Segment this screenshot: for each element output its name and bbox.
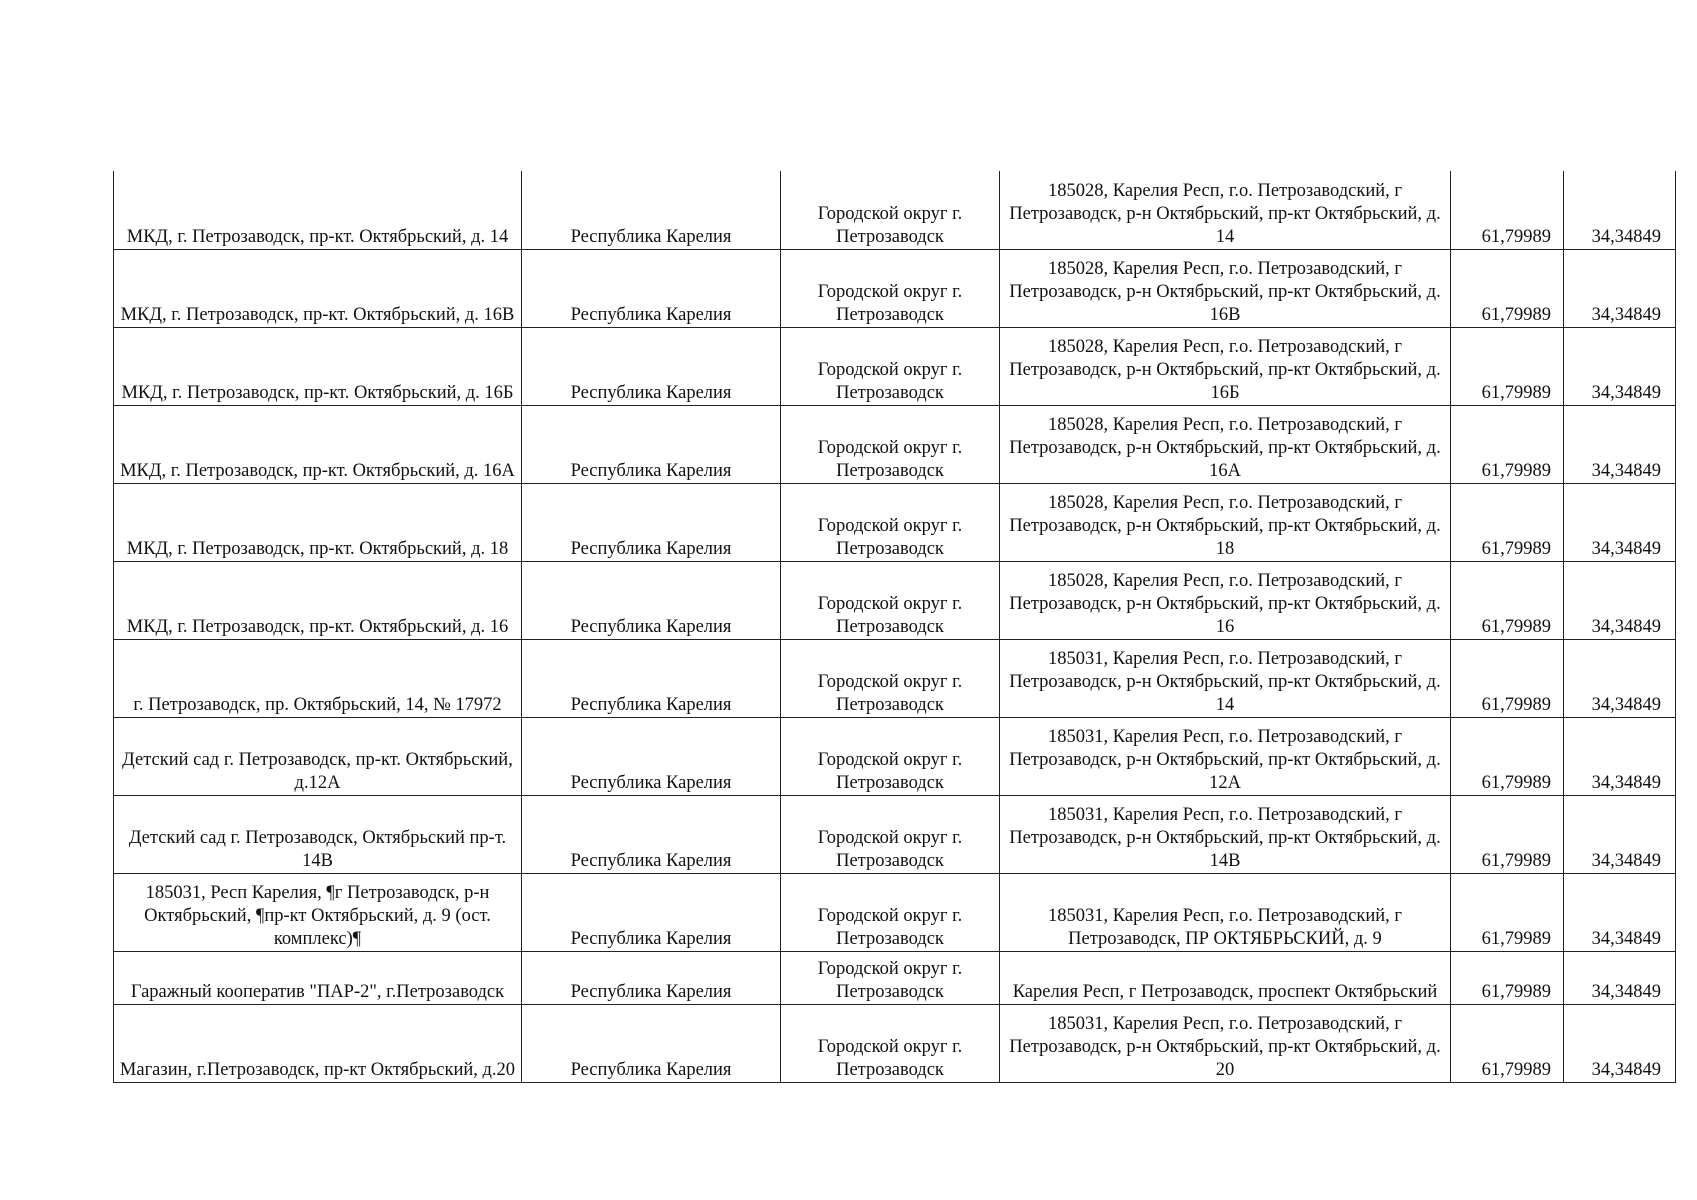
- address-cell: 185028, Карелия Респ, г.о. Петрозаводский, г Петрозаводск, р-н Октябрьский, пр-кт Октябрьский, д. 16В: [1000, 249, 1451, 327]
- longitude-cell: 34,34849: [1564, 249, 1676, 327]
- object-name-cell: МКД, г. Петрозаводск, пр-кт. Октябрьский, д. 14: [114, 171, 522, 249]
- municipality-cell: Городской округ г. Петрозаводск: [781, 717, 1000, 795]
- address-cell: 185028, Карелия Респ, г.о. Петрозаводский, г Петрозаводск, р-н Октябрьский, пр-кт Октябрьский, д. 16Б: [1000, 327, 1451, 405]
- longitude-cell: 34,34849: [1564, 795, 1676, 873]
- region-cell: Республика Карелия: [522, 1004, 781, 1082]
- table-row: [114, 873, 1676, 951]
- table-body: [114, 171, 1676, 1082]
- longitude-cell: 34,34849: [1564, 483, 1676, 561]
- address-cell: 185028, Карелия Респ, г.о. Петрозаводский, г Петрозаводск, р-н Октябрьский, пр-кт Октябрьский, д. 16А: [1000, 405, 1451, 483]
- latitude-cell: 61,79989: [1451, 561, 1564, 639]
- object-name-cell: Магазин, г.Петрозаводск, пр-кт Октябрьский, д.20: [114, 1004, 522, 1082]
- latitude-cell: 61,79989: [1451, 249, 1564, 327]
- objects-table: [113, 171, 1676, 1083]
- table-row: [114, 639, 1676, 717]
- address-cell: 185031, Карелия Респ, г.о. Петрозаводский, г Петрозаводск, ПР ОКТЯБРЬСКИЙ, д. 9: [1000, 873, 1451, 951]
- address-cell: 185028, Карелия Респ, г.о. Петрозаводский, г Петрозаводск, р-н Октябрьский, пр-кт Октябрьский, д. 18: [1000, 483, 1451, 561]
- latitude-cell: 61,79989: [1451, 327, 1564, 405]
- object-name-cell: МКД, г. Петрозаводск, пр-кт. Октябрьский, д. 16В: [114, 249, 522, 327]
- object-name-cell: Детский сад г. Петрозаводск, пр-кт. Октябрьский, д.12А: [114, 717, 522, 795]
- municipality-cell: Городской округ г. Петрозаводск: [781, 249, 1000, 327]
- municipality-cell: Городской округ г. Петрозаводск: [781, 951, 1000, 1004]
- address-cell: Карелия Респ, г Петрозаводск, проспект Октябрьский: [1000, 951, 1451, 1004]
- latitude-cell: 61,79989: [1451, 405, 1564, 483]
- longitude-cell: 34,34849: [1564, 951, 1676, 1004]
- longitude-cell: 34,34849: [1564, 405, 1676, 483]
- object-name-cell: МКД, г. Петрозаводск, пр-кт. Октябрьский, д. 16Б: [114, 327, 522, 405]
- latitude-cell: 61,79989: [1451, 873, 1564, 951]
- table-row: [114, 561, 1676, 639]
- region-cell: Республика Карелия: [522, 327, 781, 405]
- table-row: [114, 951, 1676, 1004]
- longitude-cell: 34,34849: [1564, 171, 1676, 249]
- address-cell: 185028, Карелия Респ, г.о. Петрозаводский, г Петрозаводск, р-н Октябрьский, пр-кт Октябрьский, д. 14: [1000, 171, 1451, 249]
- longitude-cell: 34,34849: [1564, 717, 1676, 795]
- table-row: [114, 795, 1676, 873]
- object-name-cell: Детский сад г. Петрозаводск, Октябрьский пр-т. 14В: [114, 795, 522, 873]
- municipality-cell: Городской округ г. Петрозаводск: [781, 639, 1000, 717]
- address-cell: 185031, Карелия Респ, г.о. Петрозаводский, г Петрозаводск, р-н Октябрьский, пр-кт Октябрьский, д. 12А: [1000, 717, 1451, 795]
- region-cell: Республика Карелия: [522, 171, 781, 249]
- municipality-cell: Городской округ г. Петрозаводск: [781, 561, 1000, 639]
- table-row: [114, 405, 1676, 483]
- table-row: [114, 327, 1676, 405]
- region-cell: Республика Карелия: [522, 405, 781, 483]
- latitude-cell: 61,79989: [1451, 951, 1564, 1004]
- municipality-cell: Городской округ г. Петрозаводск: [781, 795, 1000, 873]
- latitude-cell: 61,79989: [1451, 483, 1564, 561]
- table-row: [114, 1004, 1676, 1082]
- municipality-cell: Городской округ г. Петрозаводск: [781, 1004, 1000, 1082]
- object-name-cell: 185031, Респ Карелия, ¶г Петрозаводск, р-н Октябрьский, ¶пр-кт Октябрьский, д. 9 (ост. комплекс)¶: [114, 873, 522, 951]
- region-cell: Республика Карелия: [522, 561, 781, 639]
- longitude-cell: 34,34849: [1564, 873, 1676, 951]
- address-cell: 185031, Карелия Респ, г.о. Петрозаводский, г Петрозаводск, р-н Октябрьский, пр-кт Октябрьский, д. 14В: [1000, 795, 1451, 873]
- municipality-cell: Городской округ г. Петрозаводск: [781, 873, 1000, 951]
- object-name-cell: г. Петрозаводск, пр. Октябрьский, 14, № 17972: [114, 639, 522, 717]
- object-name-cell: МКД, г. Петрозаводск, пр-кт. Октябрьский, д. 16А: [114, 405, 522, 483]
- latitude-cell: 61,79989: [1451, 1004, 1564, 1082]
- longitude-cell: 34,34849: [1564, 1004, 1676, 1082]
- longitude-cell: 34,34849: [1564, 561, 1676, 639]
- address-cell: 185028, Карелия Респ, г.о. Петрозаводский, г Петрозаводск, р-н Октябрьский, пр-кт Октябрьский, д. 16: [1000, 561, 1451, 639]
- object-name-cell: МКД, г. Петрозаводск, пр-кт. Октябрьский, д. 18: [114, 483, 522, 561]
- address-cell: 185031, Карелия Респ, г.о. Петрозаводский, г Петрозаводск, р-н Октябрьский, пр-кт Октябрьский, д. 20: [1000, 1004, 1451, 1082]
- region-cell: Республика Карелия: [522, 249, 781, 327]
- latitude-cell: 61,79989: [1451, 639, 1564, 717]
- municipality-cell: Городской округ г. Петрозаводск: [781, 171, 1000, 249]
- object-name-cell: Гаражный кооператив "ПАР-2", г.Петрозаводск: [114, 951, 522, 1004]
- latitude-cell: 61,79989: [1451, 171, 1564, 249]
- table-row: [114, 171, 1676, 249]
- region-cell: Республика Карелия: [522, 795, 781, 873]
- latitude-cell: 61,79989: [1451, 717, 1564, 795]
- table-row: [114, 717, 1676, 795]
- region-cell: Республика Карелия: [522, 873, 781, 951]
- address-cell: 185031, Карелия Респ, г.о. Петрозаводский, г Петрозаводск, р-н Октябрьский, пр-кт Октябрьский, д. 14: [1000, 639, 1451, 717]
- longitude-cell: 34,34849: [1564, 639, 1676, 717]
- region-cell: Республика Карелия: [522, 639, 781, 717]
- longitude-cell: 34,34849: [1564, 327, 1676, 405]
- municipality-cell: Городской округ г. Петрозаводск: [781, 483, 1000, 561]
- table-row: [114, 483, 1676, 561]
- table-row: [114, 249, 1676, 327]
- region-cell: Республика Карелия: [522, 483, 781, 561]
- region-cell: Республика Карелия: [522, 717, 781, 795]
- object-name-cell: МКД, г. Петрозаводск, пр-кт. Октябрьский, д. 16: [114, 561, 522, 639]
- region-cell: Республика Карелия: [522, 951, 781, 1004]
- municipality-cell: Городской округ г. Петрозаводск: [781, 405, 1000, 483]
- latitude-cell: 61,79989: [1451, 795, 1564, 873]
- municipality-cell: Городской округ г. Петрозаводск: [781, 327, 1000, 405]
